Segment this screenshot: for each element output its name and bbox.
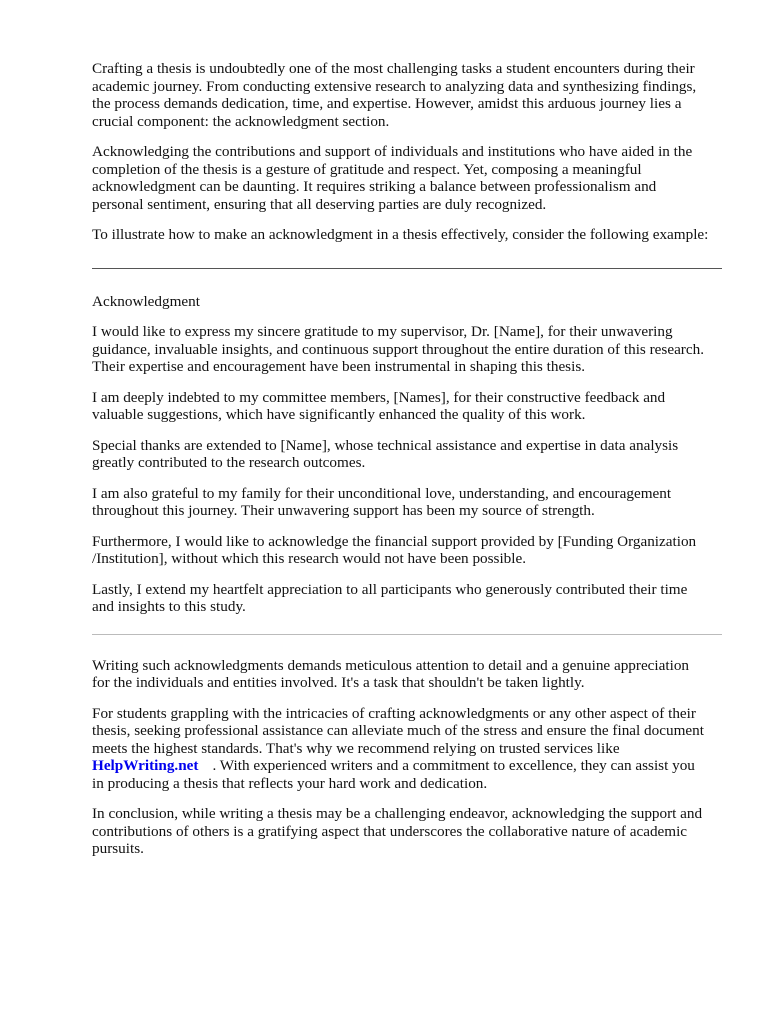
intro-paragraph-1: Crafting a thesis is undoubtedly one of the most challenging tasks a student encounters during their academic journey. From conducting extensive research to analyzing data and synthesizing findings, the process demands dedication, time, and expertise. However, amidst this arduous journey lies a crucial component: the acknowledgment section. [92,60,697,130]
helpwriting-link[interactable]: HelpWriting.net [92,757,199,774]
closing-paragraph-3: In conclusion, while writing a thesis may be a challenging endeavor, acknowledging the support and contributions of others is a gratifying aspect that underscores the collaborative nature of academic pursuits. [92,805,703,857]
acknowledgment-heading: Acknowledgment [92,292,200,310]
closing-paragraph-2-text-after: . With experienced writers and a commitment to excellence, they can assist you in producing a thesis that reflects your hard work and dedication. [92,757,695,792]
intro-section [92,60,722,244]
closing-paragraph-2-text-before: For students grappling with the intricacies of crafting acknowledgments or any other aspect of their thesis, seeking professional assistance can alleviate much of the stress and ensure the final document meets the highest standards. That's why we recommend relying on trusted services like [92,704,704,757]
section-divider-top [92,268,722,269]
acknowledgment-paragraph-6: Lastly, I extend my heartfelt appreciation to all participants who generously contributed their time and insights to this study. [92,580,688,615]
document-page [92,60,722,871]
closing-paragraph-1: Writing such acknowledgments demands meticulous attention to detail and a genuine appreciation for the individuals and entities involved. It's a task that shouldn't be taken lightly. [92,656,690,691]
intro-paragraph-3: To illustrate how to make an acknowledgment in a thesis effectively, consider the following example: [92,226,709,243]
acknowledgment-paragraph-1: I would like to express my sincere gratitude to my supervisor, Dr. [Name], for their unwavering guidance, invaluable insights, and continuous support throughout the entire duration of this research. Their expertise and encouragement have been instrumental in shaping this thesis. [92,323,705,375]
section-divider-bottom [92,634,722,635]
intro-paragraph-2: Acknowledging the contributions and support of individuals and institutions who have aided in the completion of the thesis is a gesture of gratitude and respect. Yet, composing a meaningful acknowledgment can be daunting. It requires striking a balance between professionalism and personal sentiment, ensuring that all deserving parties are duly recognized. [92,143,693,213]
closing-paragraph-2 [92,705,722,793]
acknowledgment-example [92,293,722,616]
closing-section [92,657,722,858]
acknowledgment-paragraph-3: Special thanks are extended to [Name], whose technical assistance and expertise in data analysis greatly contributed to the research outcomes. [92,436,679,471]
acknowledgment-paragraph-4: I am also grateful to my family for their unconditional love, understanding, and encouragement throughout this journey. Their unwavering support has been my source of strength. [92,484,672,519]
acknowledgment-paragraph-5: Furthermore, I would like to acknowledge the financial support provided by [Funding Organization /Institution], without which this research would not have been possible. [92,532,697,567]
acknowledgment-paragraph-2: I am deeply indebted to my committee members, [Names], for their constructive feedback and valuable suggestions, which have significantly enhanced the quality of this work. [92,388,666,423]
